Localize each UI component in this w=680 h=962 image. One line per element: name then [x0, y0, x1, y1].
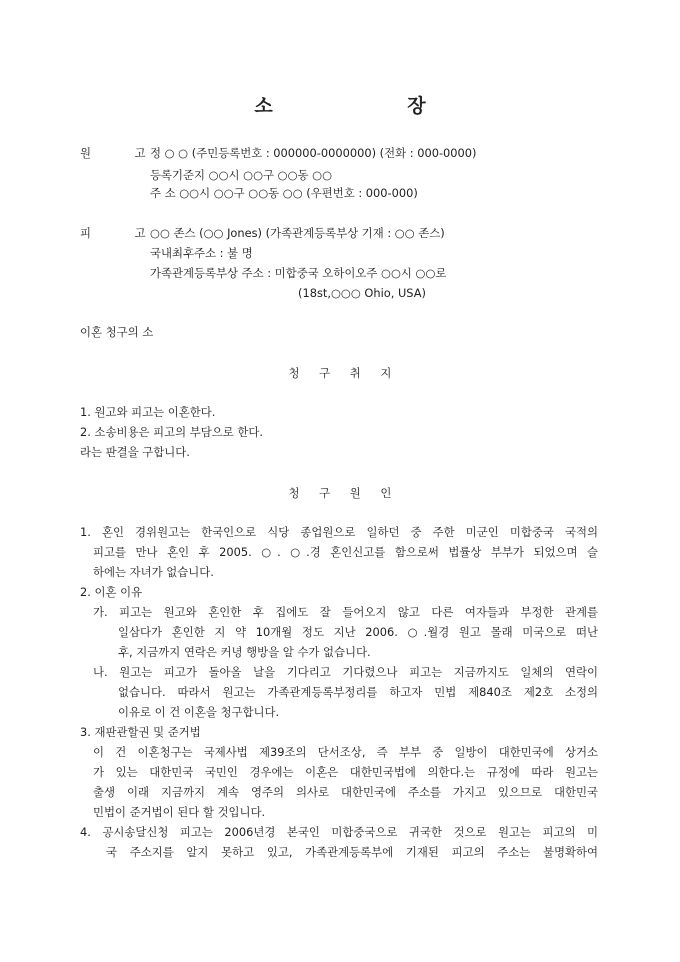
- cause-line: 3. 재판관할권 및 준거법: [80, 725, 201, 739]
- plaintiff-name-line: 정 ○ ○ (주민등록번호 : 000000-0000000) (전화 : 000-0000): [150, 146, 477, 160]
- plaintiff-registration-line: 등록기준지 ○○시 ○○구 ○○동 ○○: [150, 168, 333, 182]
- case-name: 이혼 청구의 소: [80, 325, 154, 339]
- defendant-family-address-line2: (18st,○○○ Ohio, USA): [298, 286, 426, 300]
- cause-line: 이 건 이혼청구는 국제사법 제39조의 단서조상, 즉 부부 중 일방이 대한민국에 상거소: [93, 745, 598, 759]
- cause-line: 가 있는 대한민국 국민인 경우에는 이혼은 대한민국법에 의한다.는 규정에 따라 원고는: [93, 765, 598, 779]
- defendant-last-address-line: 국내최후주소 : 불 명: [150, 246, 253, 260]
- cause-line: 이유로 이 건 이혼을 청구합니다.: [118, 705, 280, 719]
- plaintiff-role-label: 원 고: [80, 146, 166, 160]
- claim-purpose-heading: 청 구 취 지: [288, 366, 400, 380]
- cause-line: 하에는 자녀가 없습니다.: [93, 565, 214, 579]
- page-title: 소 장: [254, 95, 490, 117]
- cause-line: 4. 공시송달신청 피고는 2006년경 본국인 미합중국으로 귀국한 것으로 원고는 피고의 미: [80, 825, 598, 839]
- cause-line: 민법이 준거법이 된다 할 것입니다.: [93, 805, 266, 819]
- cause-line: 출생 이래 지금까지 계속 영주의 의사로 대한민국에 주소를 가지고 있으므로 대한민국: [93, 785, 598, 799]
- cause-line: 국 주소지를 알지 못하고 있고, 가족관계등록부에 기재된 피고의 주소는 불명확하여: [106, 845, 598, 859]
- claim-purpose-item-1: 1. 원고와 피고는 이혼한다.: [80, 405, 216, 419]
- cause-line: 없습니다. 따라서 원고는 가족관계등록부정리를 하고자 민법 제840조 제2호 소정의: [118, 685, 598, 699]
- cause-line: 1. 혼인 경위원고는 한국인으로 식당 종업원으로 일하던 중 주한 미군인 미합중국 국적의: [80, 525, 598, 539]
- cause-line: 후, 지금까지 연락은 커녕 행방을 알 수가 없습니다.: [118, 645, 371, 659]
- plaintiff-address-line: 주 소 ○○시 ○○구 ○○동 ○○ (우편번호 : 000-000): [150, 186, 418, 200]
- cause-line: 2. 이혼 이유: [80, 585, 143, 599]
- cause-line: 피고를 만나 혼인 후 2005. ○. ○.경 혼인신고를 함으로써 법률상 부부가 되었으며 슬: [93, 545, 598, 559]
- cause-line: 일삼다가 혼인한 지 약 10개월 정도 지난 2006. ○.월경 원고 몰래 미국으로 떠난: [118, 625, 598, 639]
- defendant-family-address-line: 가족관계등록부상 주소 : 미합중국 오하이오주 ○○시 ○○로: [150, 266, 447, 280]
- claim-purpose-closing: 라는 판결을 구합니다.: [80, 445, 190, 459]
- claim-cause-heading: 청 구 원 인: [288, 486, 400, 500]
- cause-line: 나. 원고는 피고가 돌아올 날을 기다리고 기다렸으나 피고는 지금까지도 일체의 연락이: [93, 665, 598, 679]
- defendant-name-line: ○○ 존스 (○○ Jones) (가족관계등록부상 기재 : ○○ 존스): [150, 226, 445, 240]
- cause-line: 가. 피고는 원고와 혼인한 후 집에도 잘 들어오지 않고 다른 여자들과 부정한 관계를: [93, 605, 598, 619]
- defendant-role-label: 피 고: [80, 226, 166, 240]
- claim-purpose-item-2: 2. 소송비용은 피고의 부담으로 한다.: [80, 425, 264, 439]
